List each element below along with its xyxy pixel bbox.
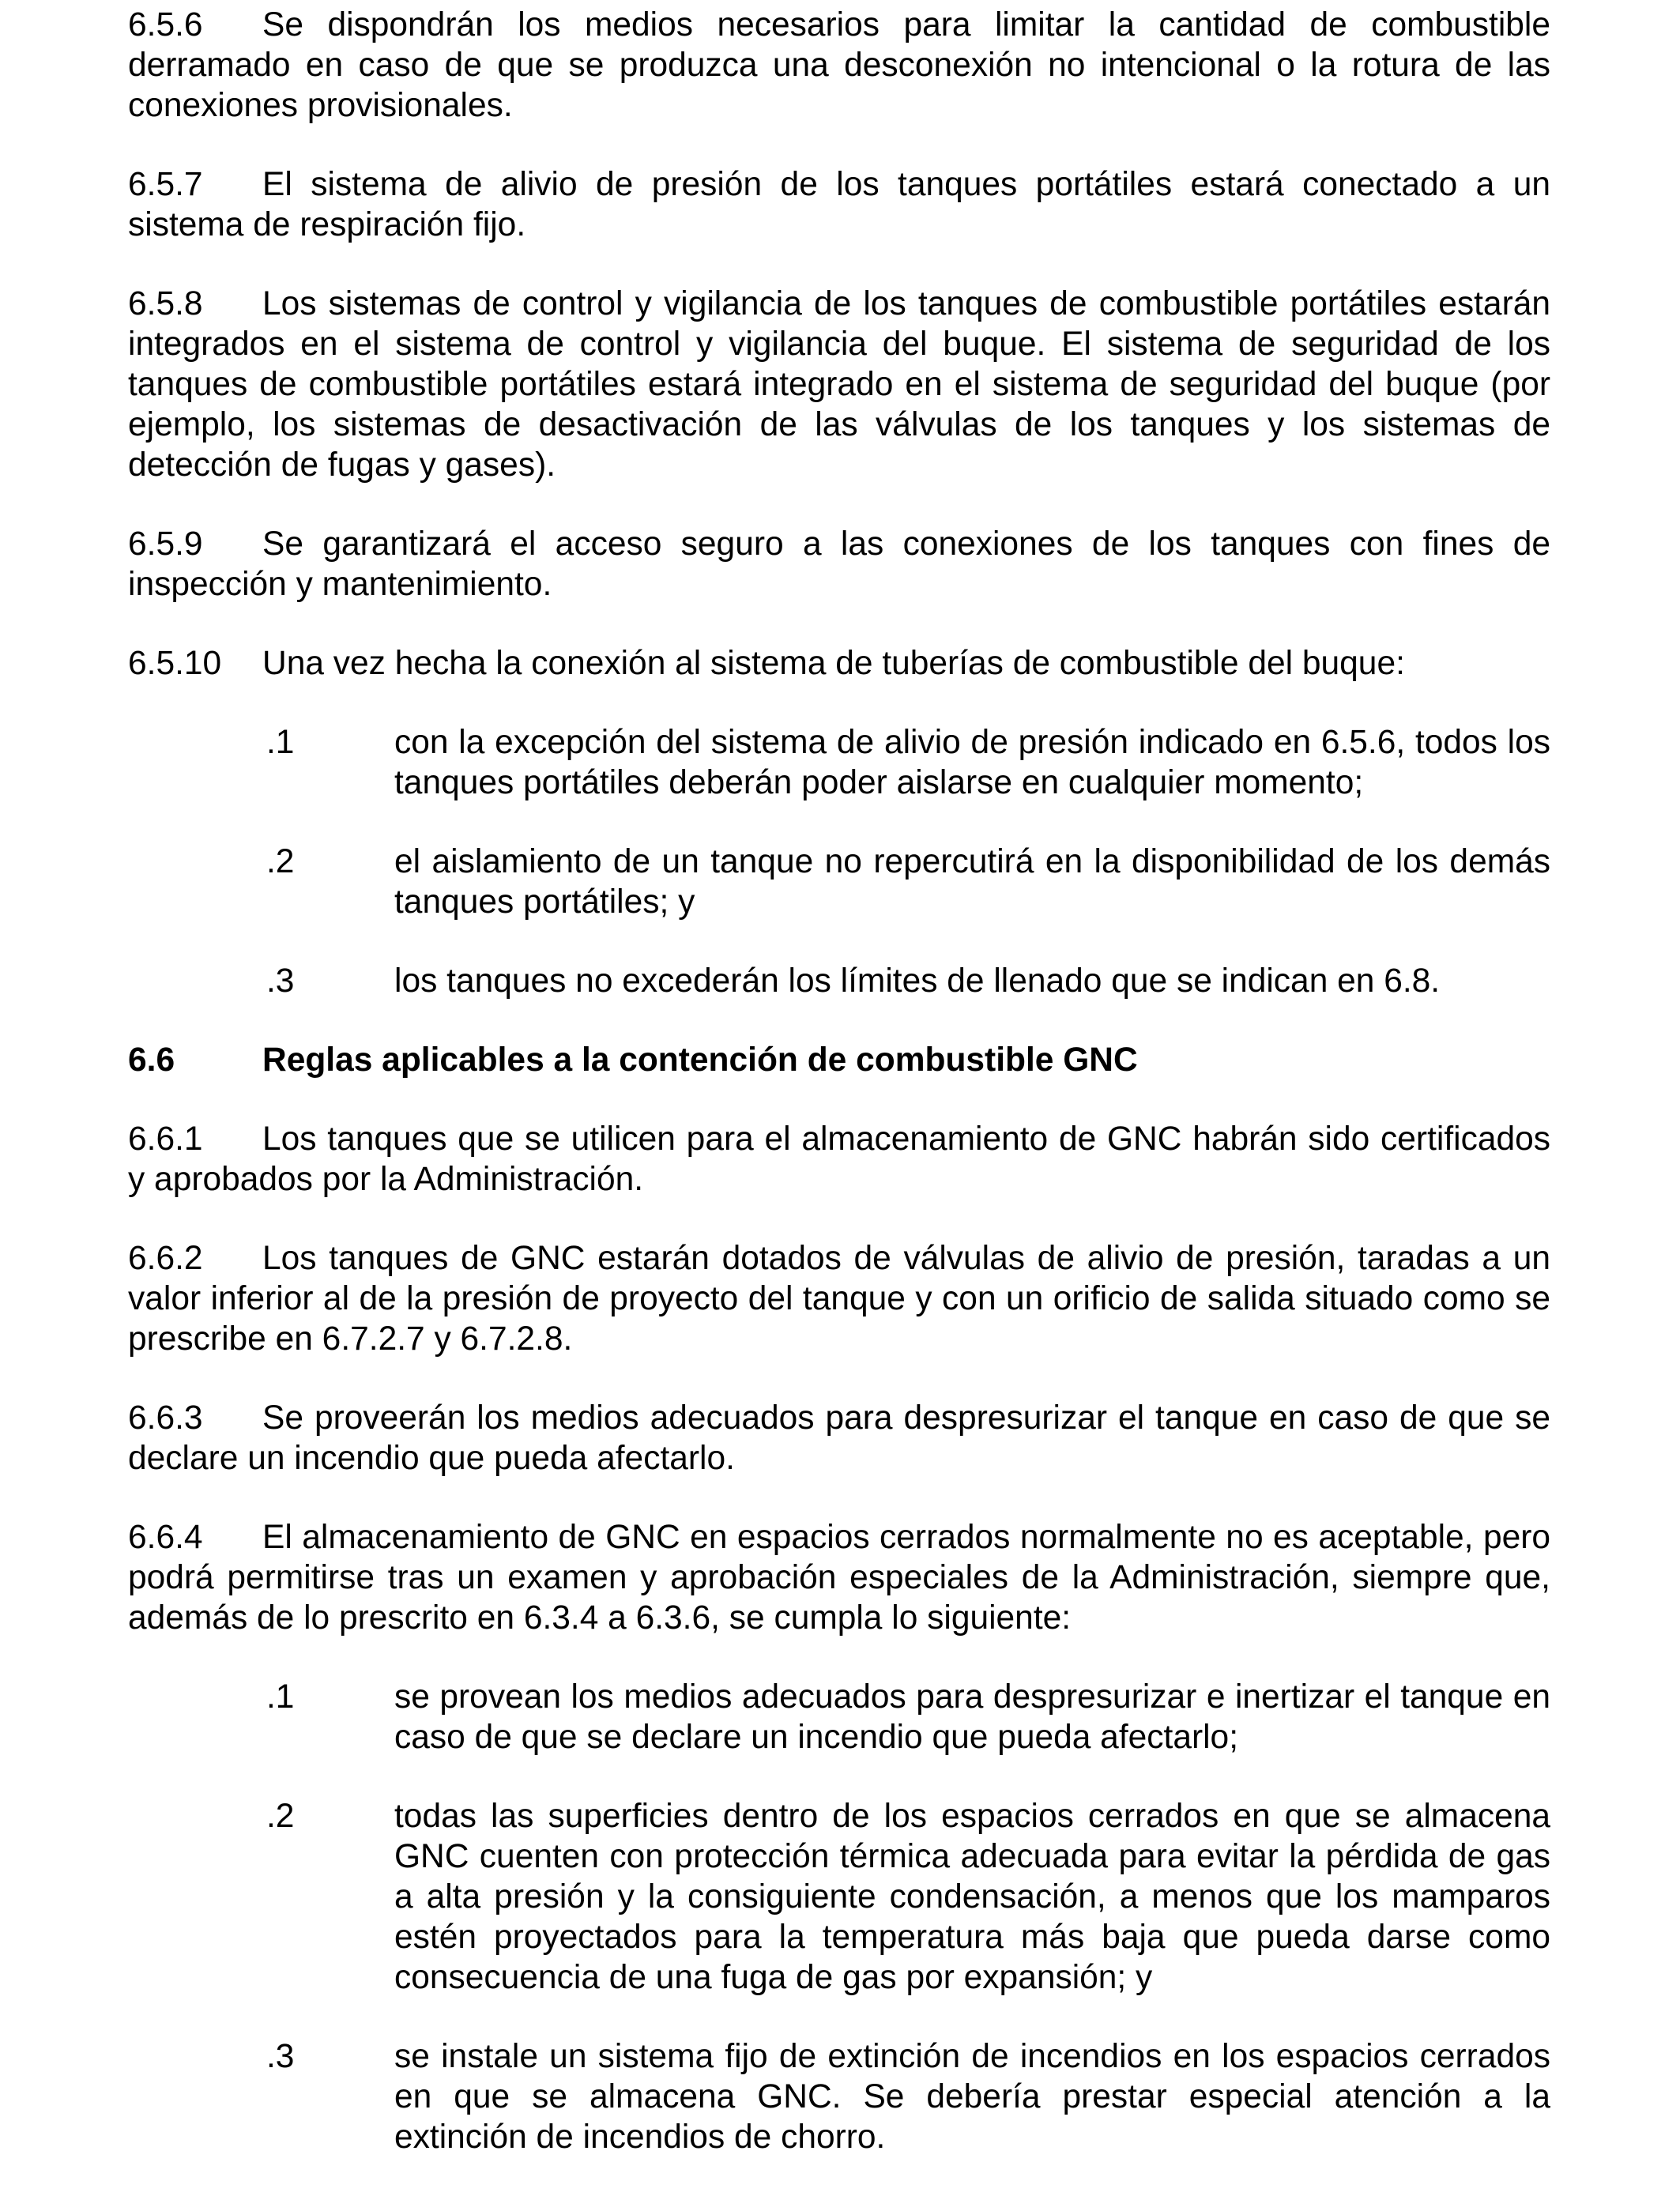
paragraph-6-5-8 (128, 284, 1550, 485)
paragraph-text: Los sistemas de control y vigilancia de los tanques de combustible portátiles estarán integrados en el sistema de control y vigilancia del buque. El sistema de seguridad de los tanques de combustible portátiles estará integrado en el sistema de seguridad del buque (por ejemplo, los sistemas de desactivación de las válvulas de los tanques y los sistemas de detección de fugas y gases). (128, 285, 1550, 484)
list-item (128, 1796, 1550, 1998)
paragraph-6-5-6 (128, 5, 1550, 126)
paragraph-text: El sistema de alivio de presión de los tanques portátiles estará conectado a un sistema de respiración fijo. (128, 166, 1550, 243)
list-item-text: el aislamiento de un tanque no repercutirá en la disponibilidad de los demás tanques portátiles; y (394, 843, 1550, 921)
paragraph-text: Se dispondrán los medios necesarios para limitar la cantidad de combustible derramado en caso de que se produzca una desconexión no intencional o la rotura de las conexiones provisionales. (128, 6, 1550, 124)
paragraph-text: El almacenamiento de GNC en espacios cerrados normalmente no es aceptable, pero podrá permitirse tras un examen y aprobación especiales de la Administración, siempre que, además de lo prescrito en 6.3.4 a 6.3.6, se cumpla lo siguiente: (128, 1519, 1550, 1637)
document-page (128, 5, 1550, 2196)
paragraph-6-5-9 (128, 524, 1550, 605)
paragraph-number: 6.6.2 (128, 1240, 203, 1277)
paragraph-number: 6.5.6 (128, 6, 203, 43)
section-title: Reglas aplicables a la contención de combustible GNC (262, 1041, 1138, 1079)
list-item-number: .3 (266, 2038, 295, 2075)
list-item-number: .3 (266, 962, 295, 1000)
paragraph-number: 6.5.8 (128, 285, 203, 322)
section-heading-6-6 (128, 1040, 1550, 1080)
paragraph-text: Los tanques que se utilicen para el almacenamiento de GNC habrán sido certificados y aprobados por la Administración. (128, 1121, 1550, 1198)
paragraph-6-6-3 (128, 1398, 1550, 1478)
paragraph-number: 6.6.3 (128, 1399, 203, 1437)
paragraph-text: Los tanques de GNC estarán dotados de válvulas de alivio de presión, taradas a un valor inferior al de la presión de proyecto del tanque y con un orificio de salida situado como se prescribe en 6.7.2.7 y 6.7.2.8. (128, 1240, 1550, 1358)
section-number: 6.6 (128, 1041, 175, 1079)
list-item (128, 961, 1550, 1001)
paragraph-text: Una vez hecha la conexión al sistema de tuberías de combustible del buque: (262, 645, 1405, 682)
list-item (128, 722, 1550, 803)
paragraph-6-5-7 (128, 164, 1550, 245)
list-item (128, 1677, 1550, 1757)
paragraph-number: 6.6.1 (128, 1121, 203, 1158)
paragraph-text: Se garantizará el acceso seguro a las conexiones de los tanques con fines de inspección y mantenimiento. (128, 525, 1550, 603)
list-item-text: se instale un sistema fijo de extinción de incendios en los espacios cerrados en que se almacena GNC. Se debería prestar especial atención a la extinción de incendios de chorro. (394, 2038, 1550, 2156)
list-item (128, 2036, 1550, 2157)
list-item (128, 842, 1550, 922)
paragraph-6-5-10 (128, 643, 1550, 684)
paragraph-number: 6.5.7 (128, 166, 203, 203)
paragraph-6-6-1 (128, 1119, 1550, 1200)
paragraph-6-6-2 (128, 1238, 1550, 1359)
paragraph-number: 6.5.9 (128, 525, 203, 563)
paragraph-6-6-4 (128, 1517, 1550, 1638)
list-item-number: .2 (266, 1798, 295, 1835)
list-item-text: se provean los medios adecuados para despresurizar e inertizar el tanque en caso de que se declare un incendio que pueda afectarlo; (394, 1678, 1550, 1756)
list-item-text: todas las superficies dentro de los espacios cerrados en que se almacena GNC cuenten con protección térmica adecuada para evitar la pérdida de gas a alta presión y la consiguiente condensación, a menos que los mamparos estén proyectados para la temperatura más baja que pueda darse como consecuencia de una fuga de gas por expansión; y (394, 1798, 1550, 1996)
paragraph-number: 6.6.4 (128, 1519, 203, 1556)
list-item-number: .2 (266, 843, 295, 880)
list-item-number: .1 (266, 724, 295, 761)
list-item-text: los tanques no excederán los límites de llenado que se indican en 6.8. (394, 962, 1441, 1000)
paragraph-number: 6.5.10 (128, 645, 222, 682)
list-item-text: con la excepción del sistema de alivio de presión indicado en 6.5.6, todos los tanques portátiles deberán poder aislarse en cualquier momento; (394, 724, 1550, 801)
paragraph-text: Se proveerán los medios adecuados para despresurizar el tanque en caso de que se declare un incendio que pueda afectarlo. (128, 1399, 1550, 1477)
list-item-number: .1 (266, 1678, 295, 1716)
